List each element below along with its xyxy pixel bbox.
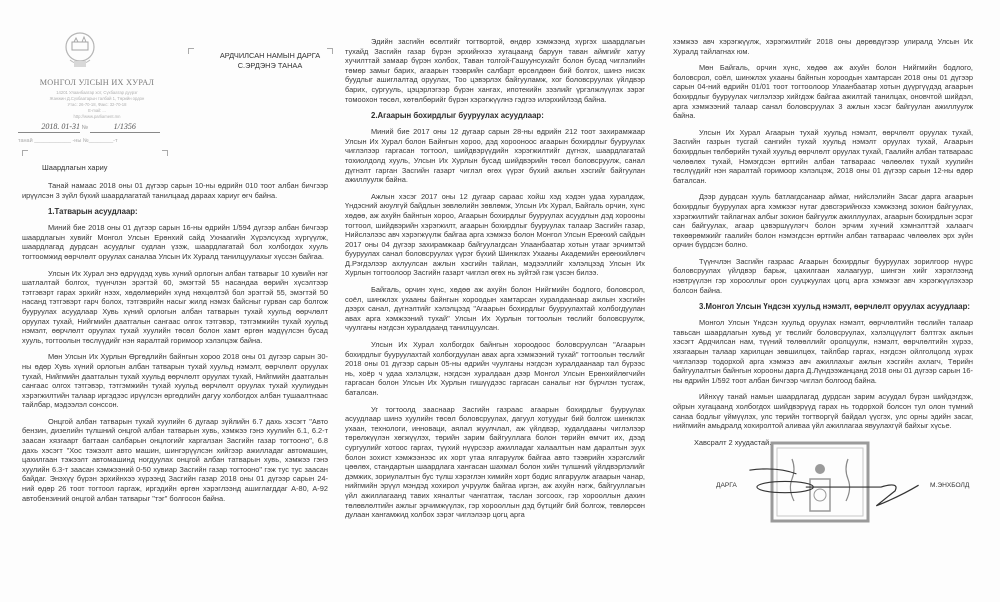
reference-line: танай ____________ -ны №________-т bbox=[18, 138, 118, 144]
registration-line bbox=[18, 121, 178, 133]
corner-mark bbox=[22, 150, 28, 156]
attachment-note: Хавсралт 2 хуудастай. bbox=[694, 437, 772, 447]
body-paragraph: Эдийн засгийн өсөлтийг тогтвортой, өндөр хэмжээнд хүргэх шаардлагын тухайд Засгийн газар бүрэн эрхийнхээ хугацаанд баруун таван аймгийг хатуу хучилттай замаар бүрэн холбох, Таван толгой-Гашуунсухайт болон бусад чиглэлийн төмөр замыг барих, агаарын тээврийн салбарт өрсөлдөөн бий болгох, шинэ нисэх буудлыг ашиглалтад оруулах, Тоо цэвэрлэх байгууламж, хог боловсруулах үйлдвэр барих, сургууль, цэцэрлэгээр бүрэн хангах, ипотекийн зээлийг үргэлжлүүлэх зэрэг томоохон төсөл, хөтөлбөрийг бүрэн хэрэгжүүлнэ гэдгээ илэрхийлээд байна. bbox=[345, 37, 645, 104]
body-paragraph: Мөн Байгаль, орчин хүнс, хөдөө аж ахуйн болон Нийгмийн бодлого, боловсрол, соёл, шинжлэх ухааны байнгын хороодын хамтарсан 2018 оны 01 дүгээр сарын 04-ний өдрийн 01/01 тоот тогтоолоор Улаанбаатар хотын дүүргүүдэд агаарын бохирдлыг бууруулах чиглэлээр хийгдэж байгаа ажилтай танилцах, оновчтой шийдэл, арга хэмжээний талаар санал боловсруулах 3 ажлын хэсэг байгуулан ажиллуулж байна. bbox=[673, 63, 973, 121]
body-paragraph: Байгаль, орчин хүнс, хөдөө аж ахуйн болон Нийгмийн бодлого, боловсрол, соёл, шинжлэх ухааны байнгын хороодын хамтарсан хуралдаанаар ажлын хэсгийн дээрх санал, дүгнэлтийг хэлэлцээд "Агаарын бохирдлыг бууруулахтай холбогдуулан авах арга хэмжээний тухай" Улсын Их Хурлын тогтоолын төслийг боловсруулж, чуулганы нэгдсэн хуралдаанд танилцуулсан. bbox=[345, 285, 645, 333]
body-column-3 bbox=[673, 37, 973, 538]
section-heading: 2.Агаарын бохирдлыг бууруулах асуудлаар: bbox=[371, 111, 544, 121]
body-paragraph: Миний бие 2017 оны 12 дугаар сарын 28-ны өдрийн 212 тоот захирамжаар Улсын Их Хурал болон Байнгын хороо, дэд хорооноос агаарын бохирдлыг бууруулах чиглэлээр гаргасан тогтоол, шийдвэрүүдийн хэрэгжилтийг дүгнэх, шаардлагатай тохиолдолд хууль, Улсын Их Хурлын бусад шийдвэрийн төсөл боловсруулж, санал дүгнэлт гарган Засгийн газарт чиглэл өгөх үүрэг бүхий ажлын хэсгийг байгуулан ажиллуулж байна. bbox=[345, 127, 645, 185]
addressee-title: АРДЧИЛСАН НАМЫН ДАРГА bbox=[219, 51, 321, 60]
body-paragraph: Танай намаас 2018 оны 01 дүгээр сарын 10-ны өдрийн 010 тоот албан бичгээр ирүүлсэн 3 зүйл бүхий шаардлагатай танилцаад дараах хариуг өгч байна. bbox=[22, 181, 328, 200]
body-paragraph: Онцгой албан татварын тухай хуулийн 6 дугаар зүйлийн 6.7 дахь хэсэгт "Авто бензин, дизелийн түлшний онцгой албан татварын хувь, хэмжээ гэнэ хуулийн 6.1, 6.2-т заасан хязгаарт багтаан салбарын онцлогийг харгалзан Засгийн газар тогтооно", 6.8 дахь хэсэгт "Хос тэжээлт авто машин, шингэрүүлсэн хийгээр ажилладаг автомашин, цахилгаан тэжээлт автомашинд ногдуулах онцгой албан татварын хувь, хэмжээ гэнэ хуулийн 6.3-т заасан хэмжээний 0-50 хувиар Засгийн газар тогтооно" гэж тус тус заасан байдаг. Энэхүү бүрэн эрхийнхээ хүрээнд Засгийн газар 2018 оны 01 дүгээр сарын 24-ний өдөр 26 тоот тогтоол гаргаж, иргэдийн өргөн хэрэглээнд ашиглагддаг А-80, А-92 автобензиний онцгой албан татварыг "тэг" болгосон байна. bbox=[22, 416, 328, 503]
body-paragraph: Ийнхүү танай намын шаардлагад дурдсан зарим асуудал бүрэн шийдэгдэж, ойрын хугацаанд холбогдох шийдвэрүүд гарах нь тодорхой болсон тул олон түмний санаа бодлыг үймүүлэх, улс төрийн тогтворгүй байдал үүсгэх, улс орны эдийн засаг, нийгмийн амьдралд хохиролтой аливаа үйл ажиллагаа явуулахгүй байхыг хүсье. bbox=[673, 392, 973, 431]
signatory-title: ДАРГА bbox=[716, 481, 737, 489]
state-emblem-icon bbox=[60, 30, 100, 72]
address-line: Жанжин Д.Сүхбаатарын талбай 1, Төрийн ордон bbox=[49, 96, 145, 101]
corner-mark bbox=[162, 150, 168, 156]
section-heading: 3.Монгол Улсын Үндсэн хуульд нэмэлт, өөрчлөлт оруулах асуудлаар: bbox=[699, 302, 971, 312]
letter-subject: Шаардлагын хариу bbox=[42, 163, 108, 172]
body-paragraph: Дээр дурдсан хууль батлагдсанаар аймаг, нийслэлийн Засаг дарга агаарын бохирдлыг бууруулах арга хэмжээг нутаг дэвсгэрийнхээ хэмжээнд зохион байгуулах, хэрэгжилтийг тайлагнах албыг зохион байгуулж ажиллуулах, агаарын бохирдлын эсрэг сан байгуулах, агаар цэвэршүүлэгч болон эрчим хүчний хэмнэлттэй халаагч төхөөрөмжийг гаалийн болон нэмэгдсэн өртгийн албан татвараас чөлөөлөх эрх зүйн орчин бүрдсэн болно. bbox=[673, 192, 973, 250]
body-paragraph: Түүнчлэн Засгийн газраас Агаарын бохирдлыг бууруулах зорилгоор нүүрс боловсруулах үйлдвэр барьж, цахилгаан халаагуур, шингэн хийг хэрэглээнд нэвтрүүлэн гэр хорооллыг орон сууцжуулах цогц арга хэмжээг авч хэрэгжүүлэхээр болсон байна. bbox=[673, 256, 973, 295]
signatory-name: М.ЭНХБОЛД bbox=[930, 481, 970, 489]
body-paragraph: Миний бие 2018 оны 01 дүгээр сарын 16-ны өдрийн 1/594 дүгээр албан бичгээр шаардлагын хувийг Монгол Улсын Ерөнхий сайд Ухнаагийн Хүрэлсүхэд хүргүүлж, шаардлагад дурдсан асуудлыг судлан үзэж, шаардлагатай бол холбогдох хууль тогтоомжид өөрчлөлт оруулах саналаа Улсын Их Хуралд танилцуулахыг хүссэн байгаа. bbox=[22, 223, 328, 261]
addressee bbox=[205, 51, 335, 71]
signature-icon bbox=[740, 463, 928, 513]
body-paragraph: Улсын Их Хурал Агаарын тухай хуульд нэмэлт, өөрчлөлт оруулах тухай, Засгийн газрын тусгай сангийн тухай хуульд нэмэлт оруулах тухай, Агаарын бохирдлын төлбөрийн тухай хуульд өөрчлөлт оруулах тухай, Гаалийн албан татвараас чөлөөлөх тухай, Нэмэгдсэн өртгийн албан татвараас чөлөөлөх тухай хуулийн төслүүдийг нэн яаралтай горимоор хэлэлцэж, 2018 оны 01 дүгээр сарын 12-ны өдөр баталсан. bbox=[673, 127, 973, 185]
section-heading: 1.Татварын асуудлаар: bbox=[48, 207, 138, 217]
organization-name: МОНГОЛ УЛСЫН ИХ ХУРАЛ bbox=[39, 78, 155, 87]
body-paragraph: хэмжээ авч хэрэгжүүлж, хэрэгжилтийг 2018 оны дөрөвдүгээр улиралд Улсын Их Хуралд тайлагнах юм. bbox=[673, 37, 973, 56]
address-line: 14201 Улаанбаатар хот, Сүхбаатар дүүрэг bbox=[56, 90, 138, 95]
body-paragraph: Мөн Улсын Их Хурлын Өргөдлийн байнгын хороо 2018 оны 01 дүгээр сарын 30-ны өдөр Хувь хүний орлогын албан татварын тухай хуульд нэмэлт, өөрчлөлт оруулах тухай, Нийгмийн даатгалын тухай хуульд өөрчлөлт оруулах тухай, Нийгмийн даатгалын сангаас олгох тэтгэвэр, тэтгэмжийн тухай хуульд өөрчлөлт оруулах тухай хуулиудын хэрэгжилтийн талаар иргэдээс ирүүлсэн өргөдлийн дагуу холбогдох албан тушаалтнаас тайлбар, мэдээлэл сонссон. bbox=[22, 352, 328, 410]
number-label: № bbox=[81, 125, 89, 131]
body-paragraph: Улсын Их Хурал холбогдох байнгын хороодоос боловсруулсан "Агаарын бохирдлыг бууруулахтай холбогдуулан авах арга хэмжээний тухай" тогтоолын төслийг 2018 оны 01 дүгээр сарын 05-ны өдрийн чуулганы нэгдсэн хуралдаанаар тал бүрээс нь, хоёр ч удаа хэлэлцэж, нэгдсэн хуралдаан дээр Монгол Улсын Ерөнхийлөгчийн гаргасан болон Улсын Их Хурлын гишүүдээс гаргасан саналыг нэг бүрчлэн тусгаж, баталсан. bbox=[345, 340, 645, 397]
body-column-1 bbox=[22, 163, 328, 510]
corner-mark bbox=[188, 48, 194, 54]
email-line: E-mail: ... bbox=[88, 108, 106, 113]
body-paragraph: Монгол Улсын Үндсэн хуульд оруулах нэмэлт, өөрчлөлтийн төслийн талаар тавьсан шаардлагын хувьд уг төслийг боловсруулах, хэлэлцүүлэгт бэлтгэх ажлын хэсэгт Ардчилсан нам, түүний төлөөллийг оролцуулж, нэмэлт, өөрчлөлтийн хүрээ, хязгаарын талаар харилцан зөвшилцөх, тайлбар гаргах, нэгдсэн ойлголцолд хүрэх чиглэлээр тодорхой арга хэмжээ авч ажиллахыг ажлын хэсгийн ахлагч, Төрийн байгуулалтын байнгын хорооны дарга Д.Лүндээжанцанд 2018 оны 01 дүгээр сарын 16-ны өдрийн 1/592 тоот албан бичгээр чиглэл болгоод байна. bbox=[673, 318, 973, 385]
body-column-2 bbox=[345, 37, 645, 527]
body-paragraph: Ажлын хэсэг 2017 оны 12 дугаар сараас хойш хэд хэдэн удаа хуралдаж, Үндэсний аюулгүй байдлын зөвлөлийн зөвлөмж, Улсын Их Хурал, Байгаль орчин, хүнс хөдөө, аж ахуйн байнгын хороо, Агаарын бохирдлыг бууруулах асуудлын дэд хорооны тогтоол, шийдвэрийн хэрэгжилт, агаарын бохирдлыг бууруулах талаар Засгийн газар, Нийслэлээс авч хэрэгжүүлж байгаа арга хэмжээ болон Монгол Улсын Ерөнхий сайдын 2017 оны 04 дүгээр захирамжаар байгуулагдсан Улаанбаатар хотын утааг эрчимтэй бууруулах санал боловсруулах үүрэг бүхий Шинжлэх Ухааны Академийн ерөнхийлөгч Д.Рэгдэлээр ахлуулсан ажлын хэсгийн тайлан, мэдээллийг хэлэлцээд Улсын Их Хурлын тогтоолоор Засгийн газарт чиглэл өгөх нь зүйтэй гэж үзсэн билээ. bbox=[345, 191, 645, 278]
addressee-name: С.ЭРДЭНЭ ТАНАА bbox=[237, 61, 303, 70]
phone-line: Утас: 26-70-18, Факс: 32-70-18 bbox=[67, 102, 127, 107]
body-paragraph: Уг тогтоолд зааснаар Засгийн газраас агаарын бохирдлыг бууруулах асуудлаар шинэ хуулийн төсөл боловсруулах, дагуул хотуудыг бий болгож шинжлэх ухаан, технологи, инноваци, аялал жуулчлал, аж үйлдвэр, худалдааны чиглэлээр төрөлжүүлэн хөгжүүлэх, төрийн зарим байгууллага болон төрийн өмчит их, дээд сургуулийг хотоос гаргах, түүхий нүүрсээр ажилладаг халаалтын нам даралтын зуух болон зохист хэмжээнээс их хорт утаа ялгаруулж байгаа авто тээврийн хэрэгслийг цөөлөх, стандартын шаардлага хангасан шахмал болон хийн түлшний үйлдвэрлэлийг дэмжих, зориулалтын бус түлш хэрэглэн химийн хорт бодис ялгаруулж агаарын чанар, нийгмийн эрүүл мэндэд хохирол учруулж байгаа иргэн, аж ахуйн нэгж, байгууллагын үйл ажиллагаанд тавих хяналтыг чангатгаж, таслан зогсоох, гэр хорооллын дахин төлөвлөлтийн ажлыг эрчимжүүлэх, гэр хорооллын дэд бүтцийг бий болгож, төвлөрсөн дулаан хангамжид холбох зэрэг чиглэлээр цогц арга bbox=[345, 404, 645, 520]
date-handwritten: 2018. 01-31 bbox=[41, 122, 80, 131]
body-paragraph: Улсын Их Хурал энэ өдрүүдэд хувь хүний орлогын албан татварыг 10 хувийн нэг шатлалтай болгох, түүнчлэн эрэгтэй 60, эмэгтэй 55 насандаа өөрийн хүсэлтээр тэтгэвэрт гарах эрхийг нээх, хөдөлмөрийн хүнд нөхцөлтэй бол эрэгтэй 55, эмэгтэй 50 насанд тэтгэвэрт гарч болох, тэтгэврийн насыг жилд нэмэх байсныг гурван сар болгож бууруулах асуудлаар Хувь хүний орлогын албан татварын тухай хуульд өөрчлөлт оруулах тухай, Нийгмийн даатгалын сангаас олгох тэтгэвэр, тэтгэмжийн тухай хуульд нэмэлт, өөрчлөлт оруулах тухай хуулийн төсөл болон хамт өргөн мэдүүлсэн бусад хууль, тогтоолын төслүүдийг нэн яаралтай горимоор хэлэлцэж байна. bbox=[22, 268, 328, 345]
number-handwritten: 1/1356 bbox=[113, 122, 136, 131]
signature-block bbox=[673, 438, 973, 538]
website-line: http://www.parliament.mn bbox=[73, 114, 121, 119]
